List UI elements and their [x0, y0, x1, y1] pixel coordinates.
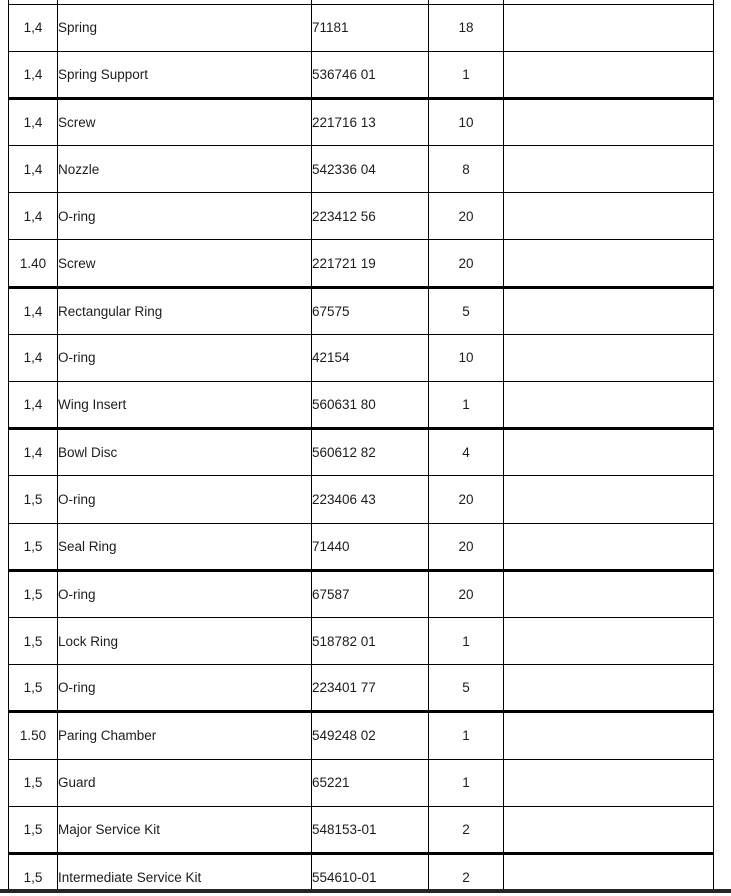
part-name-cell: Lock Ring [58, 617, 312, 664]
table-row [9, 287, 714, 334]
part-number-cell: 42154 [312, 334, 429, 381]
qty-cell: 8 [429, 146, 504, 193]
part-number-cell: 560631 80 [312, 382, 429, 429]
qty-cell: 2 [429, 853, 504, 896]
qty-cell: 20 [429, 240, 504, 287]
part-name-cell: Intermediate Service Kit [58, 853, 312, 896]
table-row [9, 570, 714, 617]
part-number-cell: 536746 01 [312, 51, 429, 98]
qty-cell: 18 [429, 4, 504, 51]
qty-cell: 1 [429, 617, 504, 664]
notes-cell [504, 382, 714, 429]
part-number-cell: 221716 13 [312, 98, 429, 145]
part-number-cell: 560612 82 [312, 429, 429, 476]
qty-cell: 10 [429, 334, 504, 381]
part-name-cell: Nozzle [58, 146, 312, 193]
part-name-cell: O-ring [58, 334, 312, 381]
ref-cell: 1,5 [9, 759, 58, 806]
part-name-cell: Spring [58, 4, 312, 51]
table-row [9, 523, 714, 570]
notes-cell [504, 523, 714, 570]
part-number-cell: 71440 [312, 523, 429, 570]
table-row [9, 146, 714, 193]
part-name-cell: O-ring [58, 570, 312, 617]
notes-cell [504, 51, 714, 98]
qty-cell: 5 [429, 287, 504, 334]
part-number-cell: 554610-01 [312, 853, 429, 896]
qty-cell: 1 [429, 759, 504, 806]
notes-cell [504, 98, 714, 145]
notes-cell [504, 759, 714, 806]
part-number-cell: 67575 [312, 287, 429, 334]
table-row [9, 617, 714, 664]
ref-cell: 1,4 [9, 193, 58, 240]
parts-table [8, 0, 714, 896]
part-name-cell: Wing Insert [58, 382, 312, 429]
notes-cell [504, 570, 714, 617]
ref-cell: 1,4 [9, 287, 58, 334]
part-number-cell: 223412 56 [312, 193, 429, 240]
notes-cell [504, 617, 714, 664]
qty-cell: 2 [429, 806, 504, 853]
table-row [9, 806, 714, 853]
table-row [9, 476, 714, 523]
qty-cell: 1 [429, 712, 504, 759]
notes-cell [504, 334, 714, 381]
page-cut-line [0, 889, 731, 896]
ref-cell: 1,5 [9, 806, 58, 853]
part-name-cell: Bowl Disc [58, 429, 312, 476]
notes-cell [504, 429, 714, 476]
notes-cell [504, 665, 714, 712]
parts-table-body [9, 0, 714, 896]
part-number-cell: 221721 19 [312, 240, 429, 287]
qty-cell: 5 [429, 665, 504, 712]
qty-cell: 1 [429, 382, 504, 429]
notes-cell [504, 240, 714, 287]
ref-cell: 1,4 [9, 382, 58, 429]
qty-cell: 4 [429, 429, 504, 476]
table-row [9, 240, 714, 287]
ref-cell: 1,4 [9, 4, 58, 51]
table-row [9, 98, 714, 145]
table-row [9, 712, 714, 759]
table-row [9, 4, 714, 51]
ref-cell: 1,4 [9, 98, 58, 145]
part-number-cell: 223401 77 [312, 665, 429, 712]
notes-cell [504, 712, 714, 759]
table-row [9, 382, 714, 429]
notes-cell [504, 4, 714, 51]
notes-cell [504, 287, 714, 334]
ref-cell: 1.50 [9, 712, 58, 759]
part-number-cell: 223406 43 [312, 476, 429, 523]
table-row [9, 429, 714, 476]
ref-cell: 1,4 [9, 334, 58, 381]
part-name-cell: O-ring [58, 193, 312, 240]
ref-cell: 1,4 [9, 429, 58, 476]
qty-cell: 20 [429, 523, 504, 570]
part-number-cell: 518782 01 [312, 617, 429, 664]
ref-cell: 1,5 [9, 476, 58, 523]
part-number-cell: 548153-01 [312, 806, 429, 853]
ref-cell: 1,4 [9, 51, 58, 98]
part-name-cell: Screw [58, 240, 312, 287]
part-name-cell: O-ring [58, 476, 312, 523]
part-name-cell: Spring Support [58, 51, 312, 98]
qty-cell: 1 [429, 51, 504, 98]
ref-cell: 1,4 [9, 146, 58, 193]
part-name-cell: Major Service Kit [58, 806, 312, 853]
notes-cell [504, 476, 714, 523]
part-number-cell: 549248 02 [312, 712, 429, 759]
part-name-cell: Seal Ring [58, 523, 312, 570]
table-row [9, 665, 714, 712]
table-row [9, 51, 714, 98]
ref-cell: 1,5 [9, 617, 58, 664]
part-name-cell: Paring Chamber [58, 712, 312, 759]
qty-cell: 20 [429, 193, 504, 240]
part-number-cell: 542336 04 [312, 146, 429, 193]
qty-cell: 20 [429, 570, 504, 617]
ref-cell: 1,5 [9, 523, 58, 570]
part-number-cell: 67587 [312, 570, 429, 617]
ref-cell: 1,5 [9, 665, 58, 712]
table-row [9, 334, 714, 381]
qty-cell: 10 [429, 98, 504, 145]
part-name-cell: O-ring [58, 665, 312, 712]
notes-cell [504, 806, 714, 853]
part-name-cell: Guard [58, 759, 312, 806]
ref-cell: 1.40 [9, 240, 58, 287]
table-row [9, 193, 714, 240]
qty-cell: 20 [429, 476, 504, 523]
part-name-cell: Rectangular Ring [58, 287, 312, 334]
part-name-cell: Screw [58, 98, 312, 145]
ref-cell: 1,5 [9, 853, 58, 896]
notes-cell [504, 146, 714, 193]
part-number-cell: 71181 [312, 4, 429, 51]
part-number-cell: 65221 [312, 759, 429, 806]
ref-cell: 1,5 [9, 570, 58, 617]
notes-cell [504, 193, 714, 240]
table-row [9, 759, 714, 806]
